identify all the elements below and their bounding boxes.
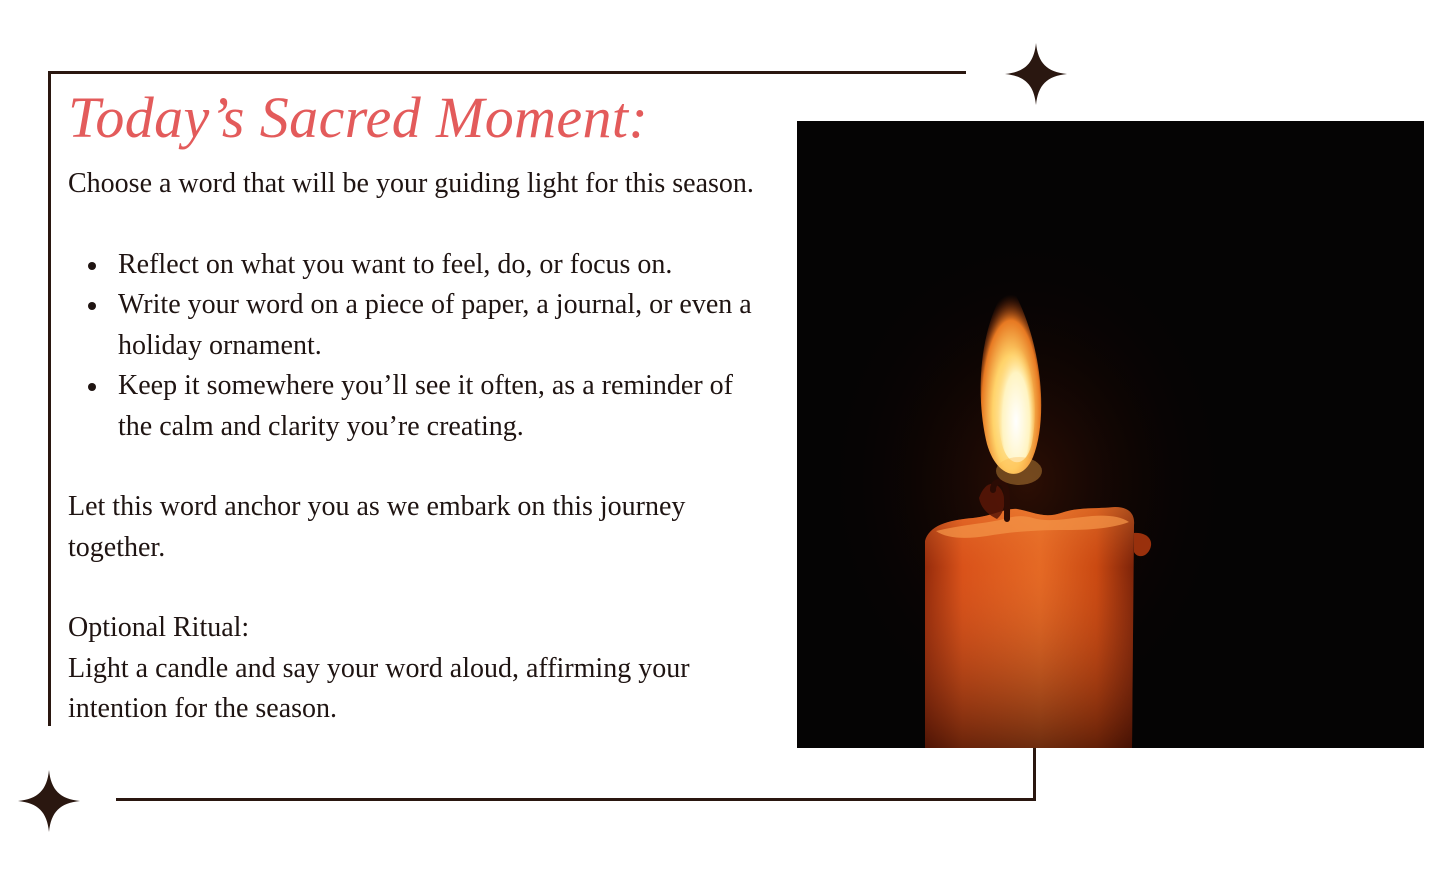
frame-bottom-line — [116, 798, 1036, 801]
intro-text: Choose a word that will be your guiding light for this season. — [68, 168, 754, 199]
sparkle-icon — [18, 770, 80, 832]
frame-top-line — [48, 71, 966, 74]
list-item: Keep it somewhere you’ll see it often, as a reminder of the calm and clarity you’re creating. — [118, 366, 768, 447]
sacred-moment-content — [68, 82, 784, 730]
ritual-block — [68, 608, 784, 730]
page-title: Today’s Sacred Moment: — [68, 85, 649, 150]
list-item: Reflect on what you want to feel, do, or focus on. — [118, 245, 768, 286]
frame-left-line — [48, 71, 51, 726]
ritual-label: Optional Ritual: — [68, 612, 250, 643]
reflection-list — [68, 245, 768, 448]
candle-photo — [797, 121, 1424, 748]
ritual-text: Light a candle and say your word aloud, affirming your intention for the season. — [68, 652, 690, 724]
sparkle-icon — [1005, 43, 1067, 105]
list-item: Write your word on a piece of paper, a journal, or even a holiday ornament. — [118, 285, 768, 366]
anchor-text: Let this word anchor you as we embark on this journey together. — [68, 491, 686, 563]
frame-right-line — [1033, 748, 1036, 801]
